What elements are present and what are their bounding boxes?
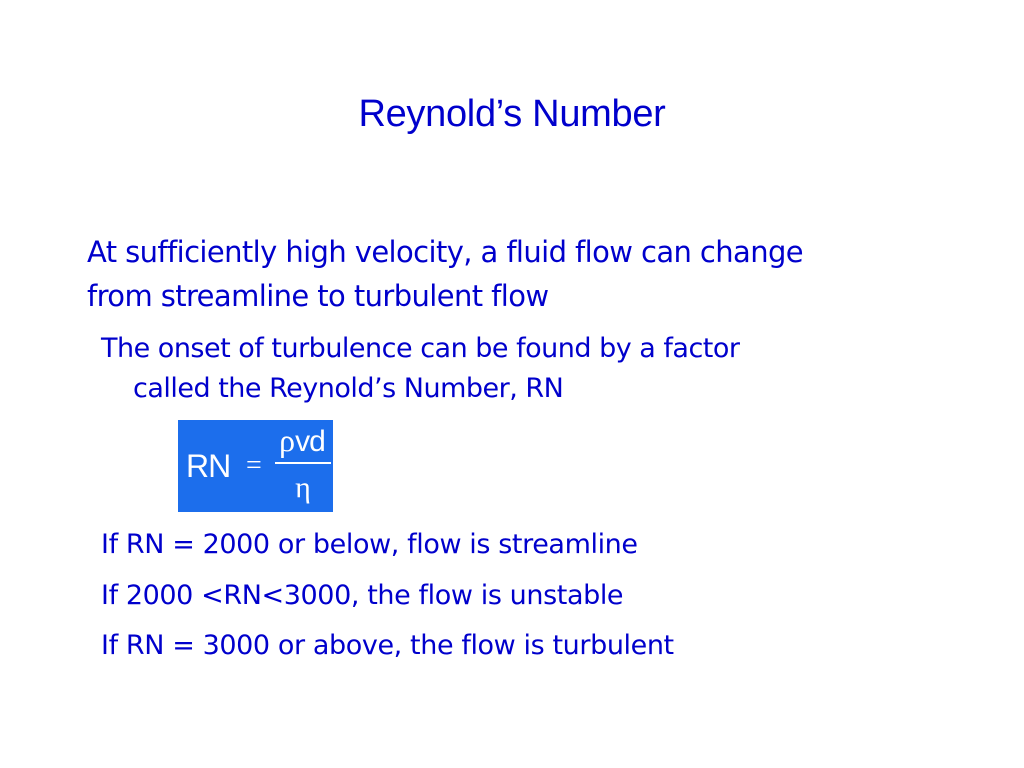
formula-equals: = [246,450,262,481]
condition-streamline: If RN = 2000 or below, flow is streamline [101,529,638,560]
condition-turbulent: If RN = 3000 or above, the flow is turbulent [101,630,674,661]
condition-unstable: If 2000 <RN<3000, the flow is unstable [101,580,624,611]
onset-paragraph [101,329,740,409]
intro-line-1: At sufficiently high velocity, a fluid flow can change [87,235,804,269]
formula-denominator: η [295,471,311,504]
reynolds-formula [178,420,333,512]
intro-line-2: from streamline to turbulent flow [87,279,549,313]
intro-paragraph [87,230,803,318]
formula-lhs: RN [186,448,231,484]
slide-title: Reynold’s Number [358,93,666,135]
formula-rho-symbol: ρ [279,422,296,458]
formula-numerator [273,422,331,460]
formula-numerator-text: vd [295,425,325,458]
formula-fraction-bar [275,462,331,464]
onset-line-2: called the Reynold’s Number, RN [133,373,564,404]
onset-line-1: The onset of turbulence can be found by a factor [101,333,740,364]
